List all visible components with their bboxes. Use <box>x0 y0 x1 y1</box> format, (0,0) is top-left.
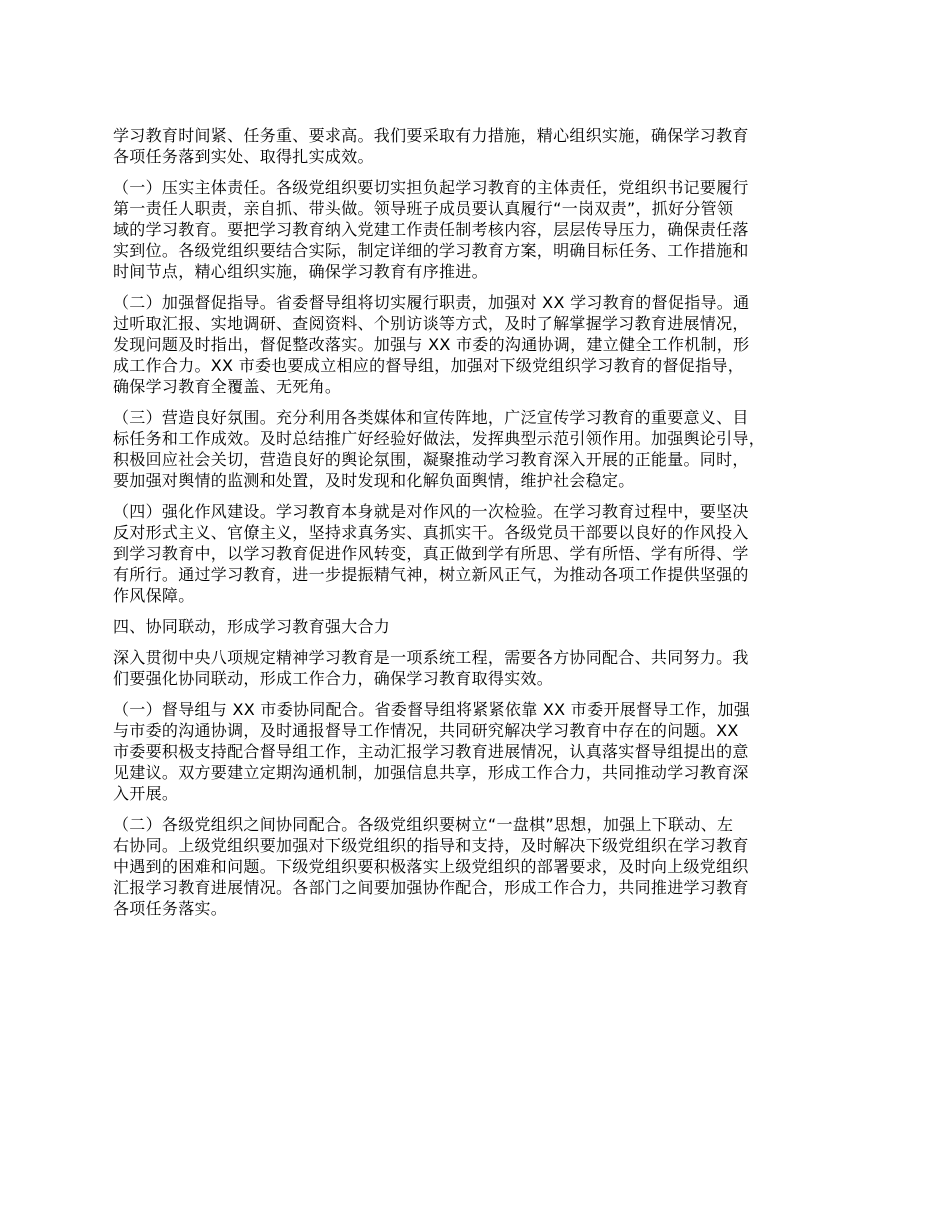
paragraph-party-org-cooperation: （二）各级党组织之间协同配合。各级党组织要树立“一盘棋”思想，加强上下联动、左 右协同。上级党组织要加强对下级党组织的指导和支持，及时解决下级党组织在学习教育 中遇到的困难和问题。下级党组织要积极落实上级党组织的部署要求，及时向上级党组织 汇报学习教育进展情况。各部门之间要加强协作配合，形成工作合力，共同推进学习教育 各项任务落实。 <box>113 815 749 918</box>
paragraph-main-responsibility: （一）压实主体责任。各级党组织要切实担负起学习教育的主体责任，党组织书记要履行 第一责任人职责，亲自抓、带头做。领导班子成员要认真履行“一岗双责”，抓好分管领 域的学习教育。要把学习教育纳入党建工作责任制考核内容，层层传导压力，确保责任落 实到位。各级党组织要结合实际，制定详细的学习教育方案，明确目标任务、工作措施和 时间节点，精心组织实施，确保学习教育有序推进。 <box>113 178 749 281</box>
section-intro-paragraph: 深入贯彻中央八项规定精神学习教育是一项系统工程，需要各方协同配合、共同努力。我 们要强化协同联动，形成工作合力，确保学习教育取得实效。 <box>113 648 749 688</box>
section-heading: 四、协同联动，形成学习教育强大合力 <box>113 617 391 636</box>
paragraph-supervision-guidance: （二）加强督促指导。省委督导组将切实履行职责，加强对 XX 学习教育的督促指导。通 过听取汇报、实地调研、查阅资料、个别访谈等方式，及时了解掌握学习教育进展情况， 发现问题及时指出，督促整改落实。加强与 XX 市委的沟通协调，建立健全工作机制，形 成工作合力。XX 市委也要成立相应的督导组，加强对下级党组织学习教育的督促指导， 确保学习教育全覆盖、无死角。 <box>113 293 750 396</box>
paragraph-work-style: （四）强化作风建设。学习教育本身就是对作风的一次检验。在学习教育过程中，要坚决 反对形式主义、官僚主义，坚持求真务实、真抓实干。各级党员干部要以良好的作风投入 到学习教育中，以学习教育促进作风转变，真正做到学有所思、学有所悟、学有所得、学 有所行。通过学习教育，进一步提振精气神，树立新风正气，为推动各项工作提供坚强的 作风保障。 <box>113 502 749 605</box>
paragraph-atmosphere: （三）营造良好氛围。充分利用各类媒体和宣传阵地，广泛宣传学习教育的重要意义、目 标任务和工作成效。及时总结推广好经验好做法，发挥典型示范引领作用。加强舆论引导， 积极回应社会关切，营造良好的舆论氛围，凝聚推动学习教育深入开展的正能量。同时， 要加强对舆情的监测和处置，及时发现和化解负面舆情，维护社会稳定。 <box>113 408 766 490</box>
intro-paragraph: 学习教育时间紧、任务重、要求高。我们要采取有力措施，精心组织实施，确保学习教育 各项任务落到实处、取得扎实成效。 <box>113 126 749 166</box>
paragraph-supervision-cooperation: （一）督导组与 XX 市委协同配合。省委督导组将紧紧依靠 XX 市委开展督导工作，加强 与市委的沟通协调，及时通报督导工作情况，共同研究解决学习教育中存在的问题。XX 市委要积极支持配合督导组工作，主动汇报学习教育进展情况，认真落实督导组提出的意 见建议。双方要建立定期沟通机制，加强信息共享，形成工作合力，共同推动学习教育深 入开展。 <box>113 700 751 803</box>
document-body <box>113 125 853 929</box>
